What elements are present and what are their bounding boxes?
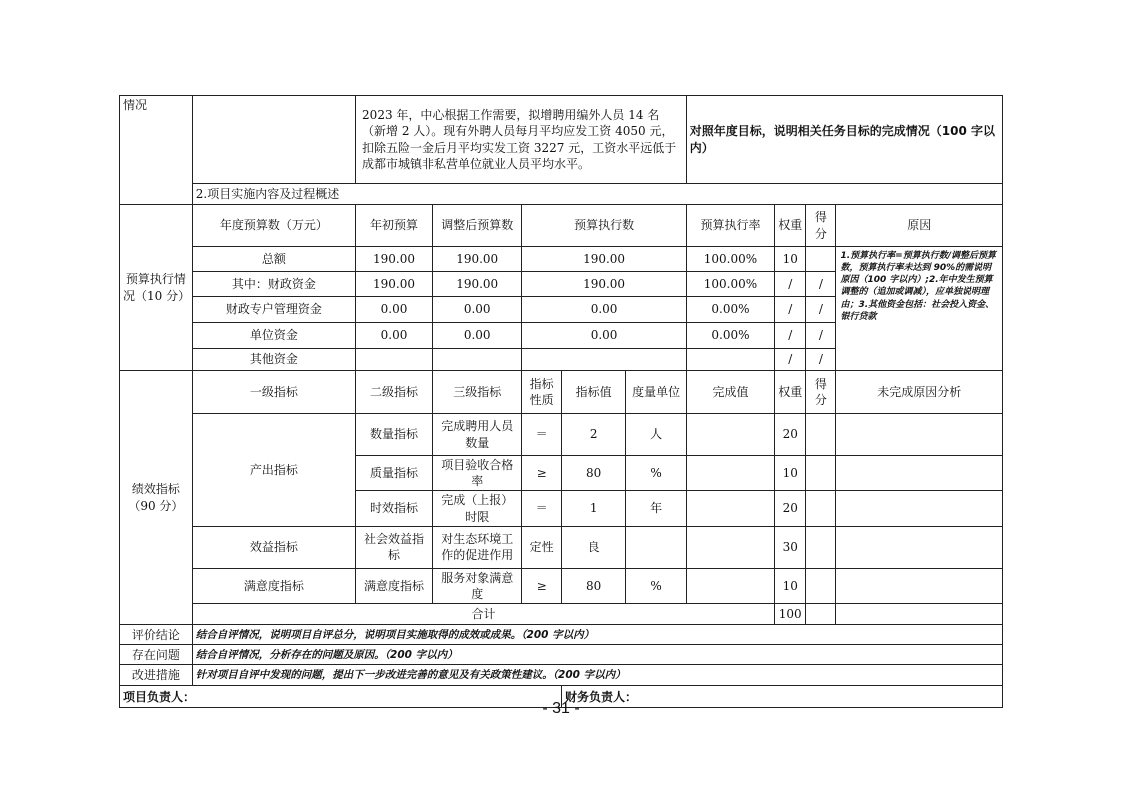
- perf-level2: 时效指标: [356, 491, 433, 526]
- evaluation-text: 结合自评情况，分析存在的问题及原因。（200 字以内）: [192, 645, 1002, 665]
- perf-level2: 社会效益指标: [356, 526, 433, 568]
- perf-done: [686, 456, 774, 491]
- performance-header: 度量单位: [626, 371, 686, 414]
- perf-nature: ≥: [522, 568, 562, 603]
- reason-note: 1.预算执行率=预算执行数/调整后预算数，预算执行率未达到 90%的需说明原因（100 字以内）;2.年中发生预算调整的（追加或调减），应单独说明理由；3.其他资金包括：社会投入资金、银行贷款: [836, 247, 1003, 371]
- blank-cell: [192, 96, 355, 184]
- performance-header: 三级指标: [433, 371, 522, 414]
- situation-label: 情况: [120, 96, 193, 205]
- total-score: [806, 604, 836, 625]
- perf-unit: %: [626, 456, 686, 491]
- budget-cell: 190.00: [433, 272, 522, 297]
- budget-cell: 190.00: [522, 272, 686, 297]
- budget-cell: 190.00: [522, 247, 686, 272]
- budget-cell: /: [806, 297, 836, 323]
- perf-reason: [836, 526, 1003, 568]
- perf-unit: %: [626, 568, 686, 603]
- evaluation-label: 评价结论: [120, 625, 193, 645]
- budget-cell: 0.00: [433, 323, 522, 349]
- budget-row-name: 单位资金: [192, 323, 355, 349]
- total-label: 合计: [192, 604, 774, 625]
- perf-reason: [836, 414, 1003, 456]
- performance-header: 完成值: [686, 371, 774, 414]
- perf-reason: [836, 456, 1003, 491]
- budget-header: 预算执行数: [522, 205, 686, 247]
- budget-cell: /: [775, 272, 806, 297]
- project-lead-signature: 项目负责人：: [120, 686, 562, 708]
- perf-nature: ＝: [522, 491, 562, 526]
- budget-cell: 190.00: [433, 247, 522, 272]
- budget-header: 得分: [806, 205, 836, 247]
- budget-cell: 0.00: [433, 297, 522, 323]
- perf-level3: 服务对象满意度: [433, 568, 522, 603]
- budget-header: 原因: [836, 205, 1003, 247]
- perf-score: [806, 491, 836, 526]
- total-weight: 100: [775, 604, 806, 625]
- budget-cell: 0.00: [522, 297, 686, 323]
- perf-score: [806, 526, 836, 568]
- performance-header: 一级指标: [192, 371, 355, 414]
- performance-section-label: 绩效指标（90 分）: [120, 371, 193, 625]
- page-number: - 31 -: [542, 700, 580, 717]
- perf-level3: 完成（上报）时限: [433, 491, 522, 526]
- perf-value: 80: [561, 568, 625, 603]
- perf-done: [686, 414, 774, 456]
- perf-level3: 完成聘用人员数量: [433, 414, 522, 456]
- budget-header: 年初预算: [356, 205, 433, 247]
- budget-cell: [433, 349, 522, 371]
- perf-unit: [626, 526, 686, 568]
- perf-nature: 定性: [522, 526, 562, 568]
- perf-score: [806, 456, 836, 491]
- budget-row-name: 其中：财政资金: [192, 272, 355, 297]
- perf-nature: ＝: [522, 414, 562, 456]
- budget-cell: 100.00%: [686, 247, 774, 272]
- perf-score: [806, 414, 836, 456]
- perf-score: [806, 568, 836, 603]
- finance-lead-signature: 财务负责人：: [561, 686, 1002, 708]
- perf-value: 2: [561, 414, 625, 456]
- perf-value: 1: [561, 491, 625, 526]
- budget-cell: /: [806, 272, 836, 297]
- budget-cell: /: [775, 297, 806, 323]
- perf-weight: 30: [775, 526, 806, 568]
- situation-text: 2023 年，中心根据工作需要，拟增聘用编外人员 14 名（新增 2 人）。现有外聘人员每月平均应发工资 4050 元，扣除五险一金后月平均实发工资 3227 元，工资水平远低于成都市城镇非私营单位就业人员平均水平。: [356, 96, 687, 184]
- evaluation-label: 改进措施: [120, 665, 193, 686]
- perf-level2: 满意度指标: [356, 568, 433, 603]
- budget-cell: 0.00: [356, 323, 433, 349]
- budget-cell: /: [775, 323, 806, 349]
- budget-cell: 190.00: [356, 247, 433, 272]
- budget-cell: [356, 349, 433, 371]
- performance-header: 权重: [775, 371, 806, 414]
- budget-cell: /: [806, 349, 836, 371]
- budget-cell: 0.00%: [686, 297, 774, 323]
- performance-header: 得分: [806, 371, 836, 414]
- target-note: 对照年度目标，说明相关任务目标的完成情况（100 字以内）: [686, 96, 1002, 184]
- performance-header: 未完成原因分析: [836, 371, 1003, 414]
- budget-row-name: 其他资金: [192, 349, 355, 371]
- evaluation-text: 结合自评情况，说明项目自评总分，说明项目实施取得的成效或成果。（200 字以内）: [192, 625, 1002, 645]
- performance-header: 二级指标: [356, 371, 433, 414]
- perf-unit: 年: [626, 491, 686, 526]
- perf-weight: 20: [775, 414, 806, 456]
- perf-done: [686, 491, 774, 526]
- budget-row-name: 总额: [192, 247, 355, 272]
- perf-done: [686, 568, 774, 603]
- perf-reason: [836, 568, 1003, 603]
- budget-cell: 0.00: [356, 297, 433, 323]
- budget-header: 年度预算数（万元）: [192, 205, 355, 247]
- budget-cell: /: [806, 323, 836, 349]
- evaluation-table: [119, 95, 1003, 708]
- budget-cell: [522, 349, 686, 371]
- perf-level3: 对生态环境工作的促进作用: [433, 526, 522, 568]
- perf-level3: 项目验收合格率: [433, 456, 522, 491]
- budget-cell: [806, 247, 836, 272]
- perf-weight: 10: [775, 568, 806, 603]
- perf-level2: 质量指标: [356, 456, 433, 491]
- perf-reason: [836, 491, 1003, 526]
- budget-cell: 10: [775, 247, 806, 272]
- budget-row-name: 财政专户管理资金: [192, 297, 355, 323]
- budget-header: 权重: [775, 205, 806, 247]
- perf-value: 80: [561, 456, 625, 491]
- budget-cell: /: [775, 349, 806, 371]
- performance-header: 指标性质: [522, 371, 562, 414]
- perf-level2: 数量指标: [356, 414, 433, 456]
- perf-weight: 20: [775, 491, 806, 526]
- budget-section-label: 预算执行情况（10 分）: [120, 205, 193, 371]
- perf-unit: 人: [626, 414, 686, 456]
- budget-cell: 190.00: [356, 272, 433, 297]
- benefit-label: 效益指标: [192, 526, 355, 568]
- performance-header: 指标值: [561, 371, 625, 414]
- budget-cell: 100.00%: [686, 272, 774, 297]
- budget-cell: 0.00%: [686, 323, 774, 349]
- perf-done: [686, 526, 774, 568]
- perf-value: 良: [561, 526, 625, 568]
- process-label: 2.项目实施内容及过程概述: [192, 184, 1002, 205]
- satisfaction-label: 满意度指标: [192, 568, 355, 603]
- total-reason: [836, 604, 1003, 625]
- budget-cell: [686, 349, 774, 371]
- budget-header: 预算执行率: [686, 205, 774, 247]
- evaluation-label: 存在问题: [120, 645, 193, 665]
- evaluation-text: 针对项目自评中发现的问题，提出下一步改进完善的意见及有关政策性建议。（200 字以内）: [192, 665, 1002, 686]
- perf-weight: 10: [775, 456, 806, 491]
- output-label: 产出指标: [192, 414, 355, 527]
- budget-cell: 0.00: [522, 323, 686, 349]
- budget-header: 调整后预算数: [433, 205, 522, 247]
- perf-nature: ≥: [522, 456, 562, 491]
